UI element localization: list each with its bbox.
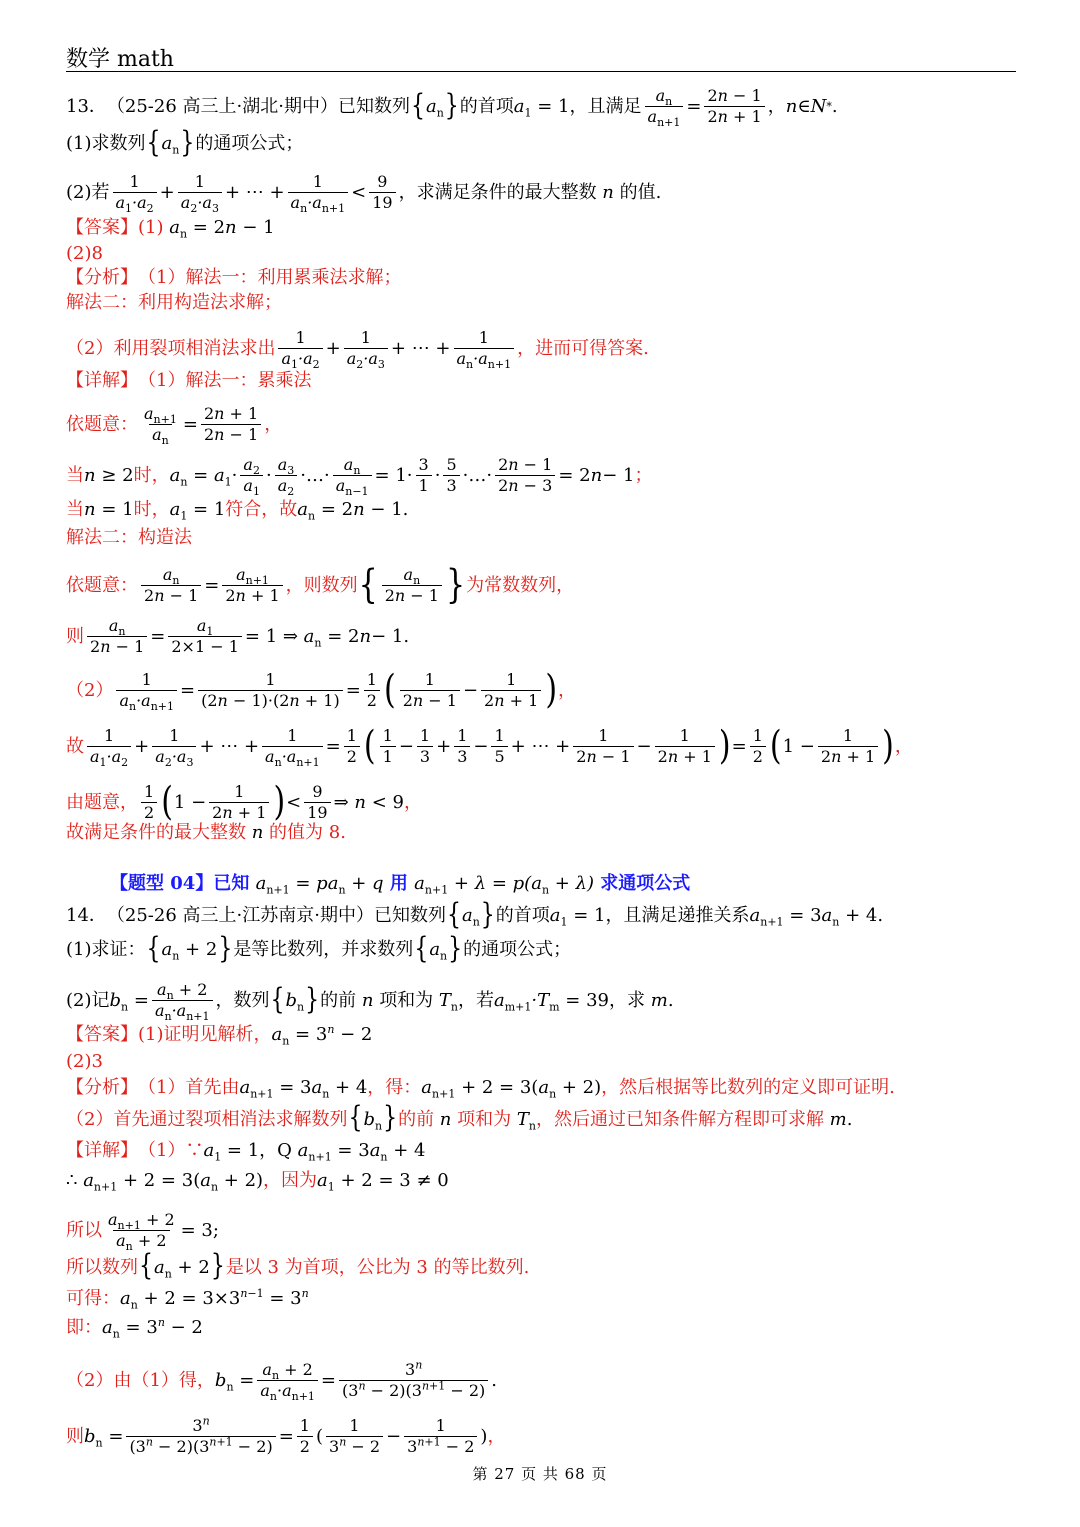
p13-detail-10: 由题意， $\frac{1}{2}$ ( 1 − $\frac{1}{2n + 1}$ ) < $\frac{9}{19}$ ⇒ n < 9 ，: [66, 779, 422, 825]
p13-detail-1: 【详解】 （1）解法一：累乘法: [66, 370, 312, 391]
p13-question-1: (1)求数列 { $a_n$ } 的通项公式；: [66, 127, 304, 160]
p13-question-2: (2)若 $\frac{1}{a_1\cdot a_2}$ + $\frac{1}{a_2\cdot a_3}$ + ⋯ + $\frac{1}{a_n\cdot a_{n+1}}$ < $\frac{9}{19}$ ，求满足条件的最大整数 n 的值.: [66, 172, 662, 216]
p13-analysis-3: （2）利用裂项相消法求出 $\frac{1}{a_1\cdot a_2}$ + $\frac{1}{a_2\cdot a_3}$ + ⋯ + $\frac{1}{a_n\cdot a_{n+1}}$ ，进而可得答案.: [66, 328, 649, 372]
p14-analysis-1: 【分析】 （1）首先由 $a_{n+1} = 3a_n + 4$ ，得： $a_{n+1} + 2 = 3(a_n + 2)$ ，然后根据等比数列的定义即可证明.: [66, 1077, 895, 1101]
header-title: 数学 math: [66, 47, 174, 72]
header-divider: [66, 71, 1016, 72]
p13-detail-3: 当 n ≥ 2 时， $a_n$ = $a_1$ · $\frac{a_2}{a_1}$ · $\frac{a_3}{a_2}$ ·…· $\frac{a_n}{a_{n-1}}$ = 1· $\frac{3}{1}$ · $\frac{5}{3}$ ·…· $\frac{2n - 1}{2n - 3}$ = 2 n − 1 ；: [66, 455, 653, 499]
p14-detail-3: 所以 $\frac{a_{n+1} + 2}{a_n + 2}$ = 3;: [66, 1210, 219, 1254]
p13-detail-8: （2） $\frac{1}{a_n\cdot a_{n+1}}$ = $\frac{1}{(2n - 1)\cdot(2n + 1)}$ = $\frac{1}{2}$ ( $\frac{1}{2n - 1}$ − $\frac{1}{2n + 1}$ ) ，: [66, 667, 577, 714]
p14-detail-4: 所以数列 $\{a_n + 2\}$ 是以 3 为首项，公比为 3 的等比数列.: [66, 1250, 530, 1283]
p13-answer-2: (2)8: [66, 243, 103, 264]
p13-detail-6: 依题意： $\frac{a_n}{2n - 1}$ = $\frac{a_{n+1}}{2n + 1}$ ，则数列 { $\frac{a_n}{2n - 1}$ } 为常数数列，: [66, 562, 575, 608]
p14-answer-1: 【答案】 (1)证明见解析， $a_n = 3^n - 2$: [66, 1023, 373, 1048]
p14-detail-7: （2）由（1）得， $b_n$ = $\frac{a_n + 2}{a_n\cdot a_{n+1}}$ = $\frac{3^n}{(3^n - 2)(3^{n+1} - 2)}$ .: [66, 1358, 497, 1404]
page-footer: 第 27 页 共 68 页: [472, 1465, 608, 1483]
p13-detail-9: 故 $\frac{1}{a_1\cdot a_2}$ + $\frac{1}{a_2\cdot a_3}$ + ⋯ + $\frac{1}{a_n\cdot a_{n+1}}$ = $\frac{1}{2}$ ( $\frac{1}{1}$ − $\frac{1}{3}$ + $\frac{1}{3}$ − $\frac{1}{5}$ + ⋯ + $\frac{1}{2n - 1}$ − $\frac{1}{2n + 1}$ ) = $\frac{1}{2}$ ( 1 − $\frac{1}{2n + 1}$ ) ，: [66, 723, 913, 770]
p13-analysis-2: 解法二：利用构造法求解；: [66, 292, 282, 313]
p14-detail-6: 即： $a_n = 3^n - 2$: [66, 1316, 203, 1341]
p14-statement: 14． （25-26 高三上·江苏南京·期中） 已知数列 { $a_n$ } 的首项 $a_1$ = 1 ，且满足递推关系 $a_{n+1}$ = 3 $a_n$ + 4.: [66, 899, 884, 932]
p13-detail-7: 则 $\frac{a_n}{2n - 1}$ = $\frac{a_1}{2\times 1 - 1}$ = 1 ⇒ $a_n$ = 2 n − 1.: [66, 616, 410, 656]
p14-detail-2: ∴ $a_{n+1} + 2 = 3(a_n + 2)$ ，因为 $a_1 + 2 = 3 \ne 0$: [66, 1170, 449, 1194]
p14-analysis-2: （2）首先通过裂项相消法求解数列 $\{b_n\}$ 的前 n 项和为 $T_n$ ，然后通过已知条件解方程即可求解 m .: [66, 1102, 853, 1135]
p14-question-2: (2)记 $b_n$ = $\frac{a_n + 2}{a_n\cdot a_{n+1}}$ ，数列 { $b_n$ } 的前 n 项和为 $T_n$ ，若 $a_{m+1}\cdot T_m$ = 39 ，求 m .: [66, 980, 674, 1024]
p13-statement: 13． （25-26 高三上·湖北·期中） 已知数列 { $a_n$ } 的首项 $a_1$ = 1 ，且满足 $\frac{a_n}{a_{n+1}}$ = $\frac{2n - 1}{2n + 1}$ ， n∈N * .: [66, 86, 838, 130]
p14-detail-5: 可得： $a_n + 2 = 3\times 3^{n-1} = 3^n$: [66, 1287, 309, 1312]
p13-analysis-1: 【分析】 （1）解法一：利用累乘法求解；: [66, 267, 402, 288]
p14-detail-8: 则 $b_n$ = $\frac{3^n}{(3^n - 2)(3^{n+1} - 2)}$ = $\frac{1}{2}$ ( $\frac{1}{3^n - 2}$ − $\frac{1}{3^{n+1} - 2}$ ) ，: [66, 1414, 506, 1456]
p13-detail-11: 故满足条件的最大整数 n 的值为 8.: [66, 822, 346, 843]
p13-answer-1: 【答案】 (1) $a_n$ = 2n − 1: [66, 217, 275, 241]
p13-detail-2: 依题意： $\frac{a_{n+1}}{a_n}$ = $\frac{2n + 1}{2n - 1}$ ，: [66, 404, 283, 448]
p14-detail-1: 【详解】 （1）∵ $a_1 = 1$，Q $a_{n+1} = 3a_n + 4$: [66, 1140, 426, 1164]
section-heading-type04: 【题型 04】 已知 $a_{n+1} = pa_n + q$ 用 $a_{n+1} + \lambda = p(a_n + \lambda)$ 求通项公式: [110, 873, 691, 897]
p14-question-1: (1)求证： { $a_n$ + 2 } 是等比数列，并求数列 { $a_n$ } 的通项公式；: [66, 933, 572, 966]
p13-detail-5: 解法二：构造法: [66, 527, 192, 548]
p14-answer-2: (2)3: [66, 1051, 103, 1072]
p13-detail-4: 当 n = 1 时， $a_1 = 1$ 符合，故 $a_n = 2n - 1$.: [66, 499, 409, 523]
